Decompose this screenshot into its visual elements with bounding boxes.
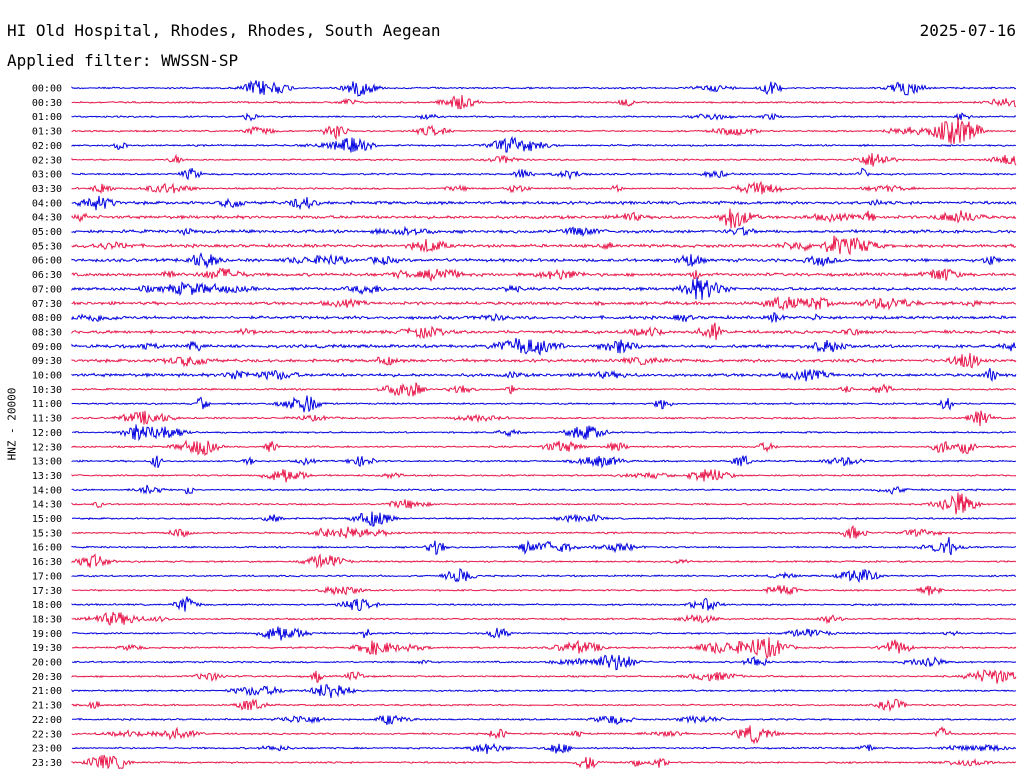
seismic-trace [72, 113, 1016, 120]
seismic-trace [72, 699, 1016, 710]
seismic-trace [72, 338, 1016, 354]
time-tick-label: 19:30 [31, 643, 62, 655]
time-tick-label: 13:00 [31, 456, 62, 468]
time-tick-label: 05:00 [31, 227, 62, 238]
seismic-trace [72, 182, 1016, 194]
seismic-trace [72, 744, 1016, 754]
time-tick-label: 17:30 [31, 585, 62, 597]
time-tick-label: 04:00 [31, 198, 62, 210]
seismic-trace [72, 612, 1016, 625]
time-tick-label: 21:00 [31, 686, 62, 698]
time-tick-label: 20:30 [31, 671, 62, 683]
time-tick-label: 14:30 [31, 499, 62, 511]
time-tick-label: 15:00 [31, 514, 62, 525]
seismic-trace [72, 441, 1016, 455]
seismic-trace [72, 117, 1016, 144]
time-tick-label: 16:00 [31, 542, 62, 554]
seismic-trace [72, 353, 1016, 368]
seismic-trace [72, 512, 1016, 527]
time-tick-label: 02:30 [31, 155, 62, 167]
time-tick-label: 10:30 [31, 384, 62, 396]
seismic-trace [72, 685, 1016, 698]
seismic-trace [72, 278, 1016, 300]
time-tick-label: 14:00 [31, 485, 62, 497]
time-tick-label: 18:30 [31, 614, 62, 626]
time-tick-label: 07:00 [31, 284, 62, 296]
seismic-trace [72, 555, 1016, 568]
filter-label: Applied filter: WWSSN-SP [7, 51, 239, 70]
time-tick-label: 09:30 [31, 356, 62, 368]
time-tick-label: 06:30 [31, 270, 62, 282]
time-tick-label: 04:30 [31, 212, 62, 224]
seismic-trace [72, 268, 1016, 280]
seismic-trace [72, 716, 1016, 725]
time-tick-label: 23:00 [31, 743, 62, 755]
time-tick-label: 06:00 [31, 255, 62, 267]
time-tick-label: 13:30 [31, 470, 62, 482]
time-tick-label: 16:30 [31, 557, 62, 569]
seismic-trace [72, 627, 1016, 641]
seismic-trace [72, 637, 1016, 658]
seismic-trace [72, 537, 1016, 555]
time-tick-label: 20:00 [31, 657, 62, 669]
time-tick-label: 09:00 [31, 341, 62, 353]
station-title: HI Old Hospital, Rhodes, Rhodes, South Aegean [7, 21, 441, 40]
time-tick-label: 01:30 [31, 126, 62, 138]
time-tick-label: 21:30 [31, 700, 62, 712]
time-tick-label: 18:00 [31, 600, 62, 612]
seismic-trace [72, 313, 1016, 322]
seismic-trace [72, 526, 1016, 538]
time-tick-label: 22:30 [31, 729, 62, 741]
seismic-trace [72, 411, 1016, 427]
seismic-trace [72, 227, 1016, 235]
date-label: 2025-07-16 [919, 21, 1016, 40]
time-tick-label: 10:00 [31, 370, 62, 382]
time-tick-label: 11:30 [31, 413, 62, 425]
time-tick-label: 15:30 [31, 528, 62, 540]
time-tick-label: 19:00 [31, 628, 62, 640]
time-tick-label: 11:00 [31, 399, 62, 411]
seismic-trace [72, 456, 1016, 468]
y-axis-label: HNZ - 20000 [5, 387, 19, 461]
time-tick-label: 02:00 [31, 140, 62, 152]
time-tick-label: 00:00 [31, 83, 62, 95]
seismic-trace [72, 755, 1016, 769]
seismic-trace [72, 493, 1016, 515]
time-tick-label: 12:00 [31, 427, 62, 439]
seismic-trace [72, 236, 1016, 255]
time-tick-label: 03:00 [31, 169, 62, 181]
time-tick-label: 05:30 [31, 241, 62, 253]
seismic-trace [72, 569, 1016, 582]
time-tick-label: 23:30 [31, 757, 62, 769]
seismic-trace [72, 725, 1016, 742]
seismic-trace [72, 254, 1016, 267]
time-tick-label: 00:30 [31, 97, 62, 109]
seismic-trace [72, 368, 1016, 381]
seismic-trace [72, 485, 1016, 494]
time-tick-label: 03:30 [31, 183, 62, 195]
seismic-trace [72, 396, 1016, 413]
time-tick-label: 07:30 [31, 298, 62, 310]
time-tick-label: 22:00 [31, 714, 62, 726]
seismic-trace [72, 196, 1016, 210]
seismic-trace [72, 425, 1016, 440]
seismic-trace [72, 383, 1016, 397]
time-tick-label: 08:30 [31, 327, 62, 339]
seismic-trace [72, 209, 1016, 229]
seismic-trace [72, 586, 1016, 596]
seismic-trace [72, 95, 1016, 109]
time-tick-label: 01:00 [31, 112, 62, 124]
seismic-trace [72, 80, 1016, 96]
time-tick-label: 12:30 [31, 442, 62, 454]
seismic-trace [72, 323, 1016, 340]
time-tick-label: 17:00 [31, 571, 62, 583]
seismic-trace [72, 168, 1016, 179]
seismic-trace [72, 670, 1016, 684]
seismic-trace [72, 597, 1016, 612]
seismic-trace [72, 297, 1016, 310]
seismic-trace [72, 138, 1016, 153]
seismic-trace [72, 655, 1016, 670]
seismic-trace [72, 469, 1016, 482]
time-tick-label: 08:00 [31, 313, 62, 325]
seismic-trace [72, 153, 1016, 166]
